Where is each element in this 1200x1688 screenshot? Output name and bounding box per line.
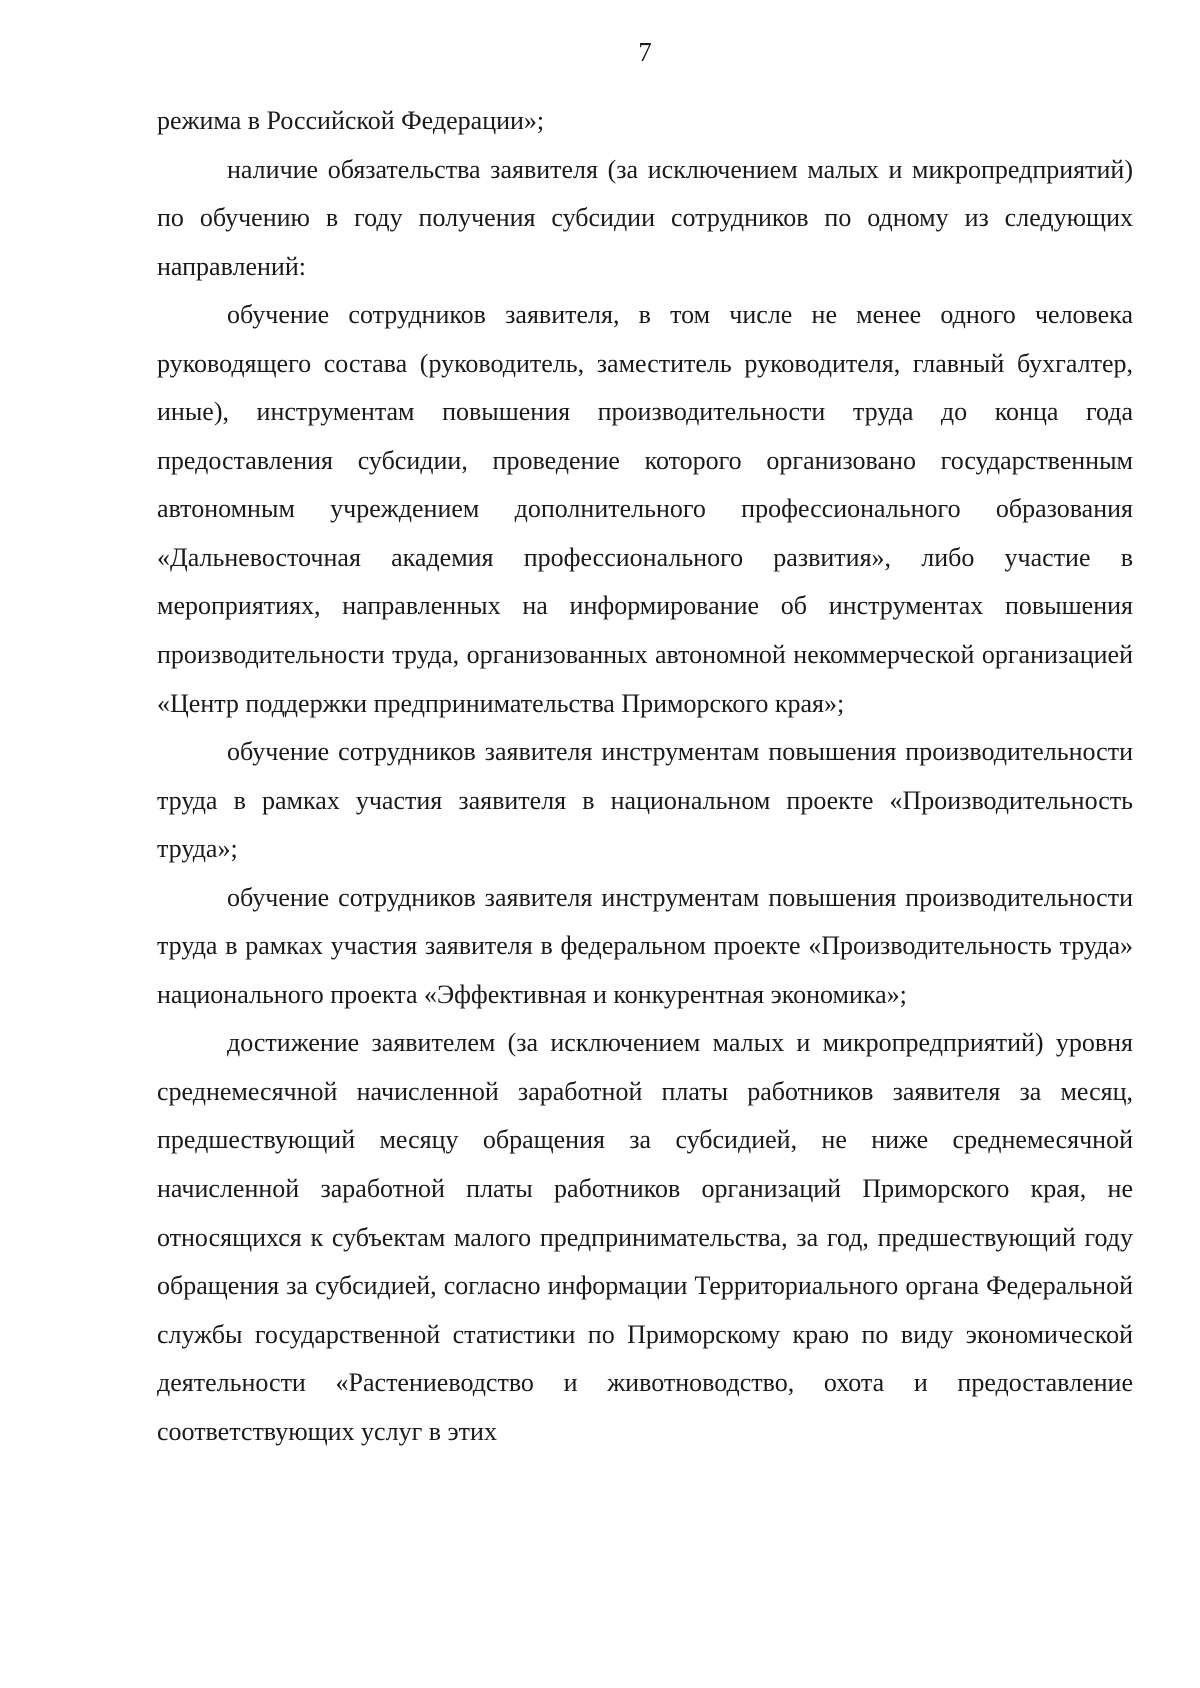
paragraph-training-national-project: обучение сотрудников заявителя инструментам повышения производительности труда в рамках участия заявителя в национальном проекте «Производительность труда»; xyxy=(157,737,1133,864)
paragraph-salary-level: достижение заявителем (за исключением малых и микропредприятий) уровня среднемесячной начисленной заработной платы работников заявителя за месяц, предшествующий месяцу обращения за субсидией, не ниже среднемесячной начисленной заработной платы работников организаций Приморского края, не относящихся к субъектам малого предпринимательства, за год, предшествующий году обращения за субсидией, согласно информации Территориального органа Федеральной службы государственной статистики по Приморскому краю по виду экономической деятельности «Растениеводство и животноводство, охота и предоставление соответствующих услуг в этих xyxy=(157,1028,1133,1446)
paragraph-training-academy: обучение сотрудников заявителя, в том числе не менее одного человека руководящего состава (руководитель, заместитель руководителя, главный бухгалтер, иные), инструментам повышения производительности труда до конца года предоставления субсидии, проведение которого организовано государственным автономным учреждением дополнительного профессионального образования «Дальневосточная академия профессионального развития», либо участие в мероприятиях, направленных на информирование об инструментах повышения производительности труда, организованных автономной некоммерческой организацией «Центр поддержки предпринимательства Приморского края»; xyxy=(157,300,1133,718)
paragraph-continuation: режима в Российской Федерации»; xyxy=(157,106,545,135)
document-body xyxy=(157,97,1133,1456)
paragraph-training-federal-project: обучение сотрудников заявителя инструментам повышения производительности труда в рамках участия заявителя в федеральном проекте «Производительность труда» национального проекта «Эффективная и конкурентная экономика»; xyxy=(157,882,1133,1009)
paragraph-training-obligation: наличие обязательства заявителя (за исключением малых и микропредприятий) по обучению в году получения субсидии сотрудников по одному из следующих направлений: xyxy=(157,154,1133,281)
page-number: 7 xyxy=(638,37,652,67)
